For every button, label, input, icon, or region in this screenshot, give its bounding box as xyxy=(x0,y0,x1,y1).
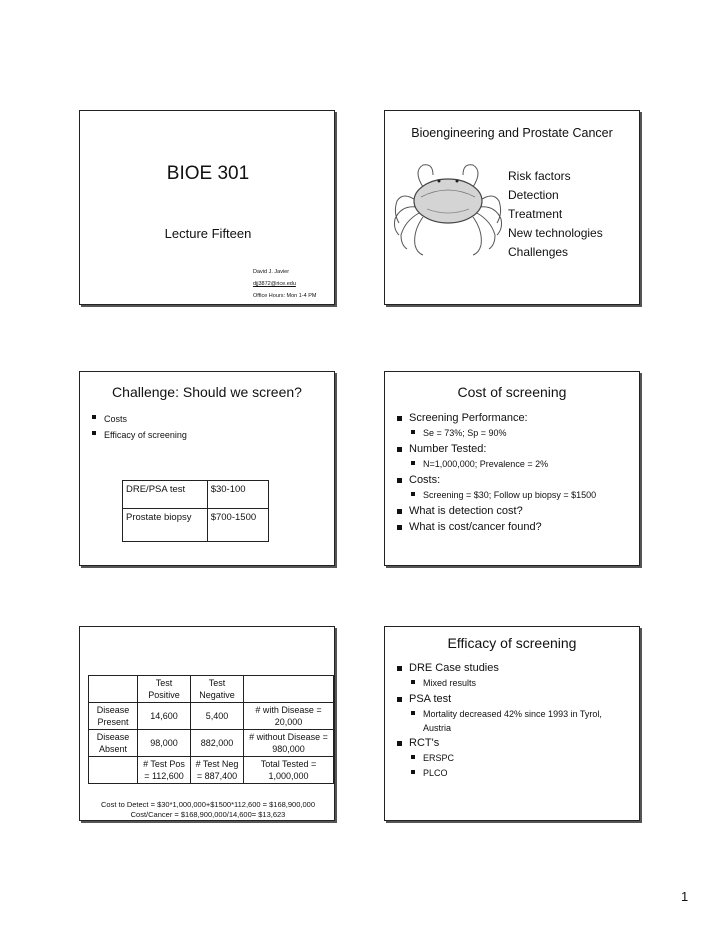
bullet-item: What is detection cost? xyxy=(395,503,635,519)
sub-bullet-item: Screening = $30; Follow up biopsy = $1500 xyxy=(409,488,635,503)
instructor-email[interactable]: djj3872@rice.edu xyxy=(253,281,296,287)
table-row xyxy=(89,676,334,703)
topic-item: New technologies xyxy=(508,226,603,240)
screening-results-table xyxy=(88,675,334,784)
bullet-item: PSA test xyxy=(395,691,635,707)
page-number: 1 xyxy=(681,889,689,904)
topic-list xyxy=(508,167,603,262)
slide-6 xyxy=(384,626,640,821)
slide-3 xyxy=(79,371,335,566)
cost-table xyxy=(122,480,269,542)
bullet-item: Screening Performance: xyxy=(395,410,635,426)
office-hours: Office Hours: Mon 1-4 PM xyxy=(253,293,317,299)
bullet-item: What is cost/cancer found? xyxy=(395,519,635,535)
bullet-list xyxy=(395,660,635,781)
table-cell: 98,000 xyxy=(138,730,191,757)
table-row xyxy=(89,703,334,730)
table-cell: Disease Absent xyxy=(89,730,138,757)
topic-item: Detection xyxy=(508,188,559,202)
table-header: Test Negative xyxy=(191,676,244,703)
table-row xyxy=(89,757,334,784)
table-cell: 5,400 xyxy=(191,703,244,730)
table-header: Test Positive xyxy=(138,676,191,703)
lecture-title: Lecture Fifteen xyxy=(164,226,252,241)
table-cell: Disease Present xyxy=(89,703,138,730)
table-cell xyxy=(244,676,334,703)
table-cell: 14,600 xyxy=(138,703,191,730)
table-cell: # without Disease = 980,000 xyxy=(244,730,334,757)
table-cell: $700-1500 xyxy=(207,509,268,542)
table-cell: # with Disease = 20,000 xyxy=(244,703,334,730)
cost-calculation: Cost to Detect = $30*1,000,000+$1500*112,600 = $168,900,000 xyxy=(101,800,315,809)
bullet-item: Costs xyxy=(90,411,187,427)
sub-bullet-item: PLCO xyxy=(409,766,635,781)
table-cell xyxy=(89,676,138,703)
slide-1 xyxy=(79,110,335,305)
sub-bullet-item: Se = 73%; Sp = 90% xyxy=(409,426,635,441)
instructor-name: David J. Javier xyxy=(253,269,290,275)
bullet-item: DRE Case studies xyxy=(395,660,635,676)
topic-item: Risk factors xyxy=(508,169,571,183)
table-cell: Total Tested = 1,000,000 xyxy=(244,757,334,784)
slide-4 xyxy=(384,371,640,566)
table-cell: # Test Neg = 887,400 xyxy=(191,757,244,784)
table-cell: 882,000 xyxy=(191,730,244,757)
table-cell: Prostate biopsy xyxy=(123,509,208,542)
table-cell: $30-100 xyxy=(207,481,268,509)
sub-bullet-item: Mixed results xyxy=(409,676,635,691)
bullet-list xyxy=(395,410,635,535)
table-cell xyxy=(89,757,138,784)
slide-title: Bioengineering and Prostate Cancer xyxy=(411,126,613,140)
crab-illustration xyxy=(389,161,507,257)
bullet-item: Costs: xyxy=(395,472,635,488)
table-row xyxy=(89,730,334,757)
bullet-item: RCT's xyxy=(395,735,635,751)
slide-title: Challenge: Should we screen? xyxy=(112,384,302,400)
slide-5 xyxy=(79,626,335,821)
sub-bullet-item: Mortality decreased 42% since 1993 in Tyrol, Austria xyxy=(409,707,619,735)
table-row xyxy=(123,481,269,509)
sub-bullet-item: N=1,000,000; Prevalence = 2% xyxy=(409,457,635,472)
table-cell: # Test Pos = 112,600 xyxy=(138,757,191,784)
bullet-item: Efficacy of screening xyxy=(90,427,187,443)
cost-per-cancer: Cost/Cancer = $168,900,000/14,600= $13,623 xyxy=(130,810,286,819)
sub-bullet-item: ERSPC xyxy=(409,751,635,766)
slide-title: Efficacy of screening xyxy=(447,635,577,651)
table-row xyxy=(123,509,269,542)
course-title: BIOE 301 xyxy=(166,163,250,184)
topic-item: Challenges xyxy=(508,245,569,259)
bullet-list xyxy=(90,411,187,443)
bullet-item: Number Tested: xyxy=(395,441,635,457)
topic-item: Treatment xyxy=(508,207,563,221)
slide-2 xyxy=(384,110,640,305)
slide-title: Cost of screening xyxy=(457,384,567,400)
table-cell: DRE/PSA test xyxy=(123,481,208,509)
